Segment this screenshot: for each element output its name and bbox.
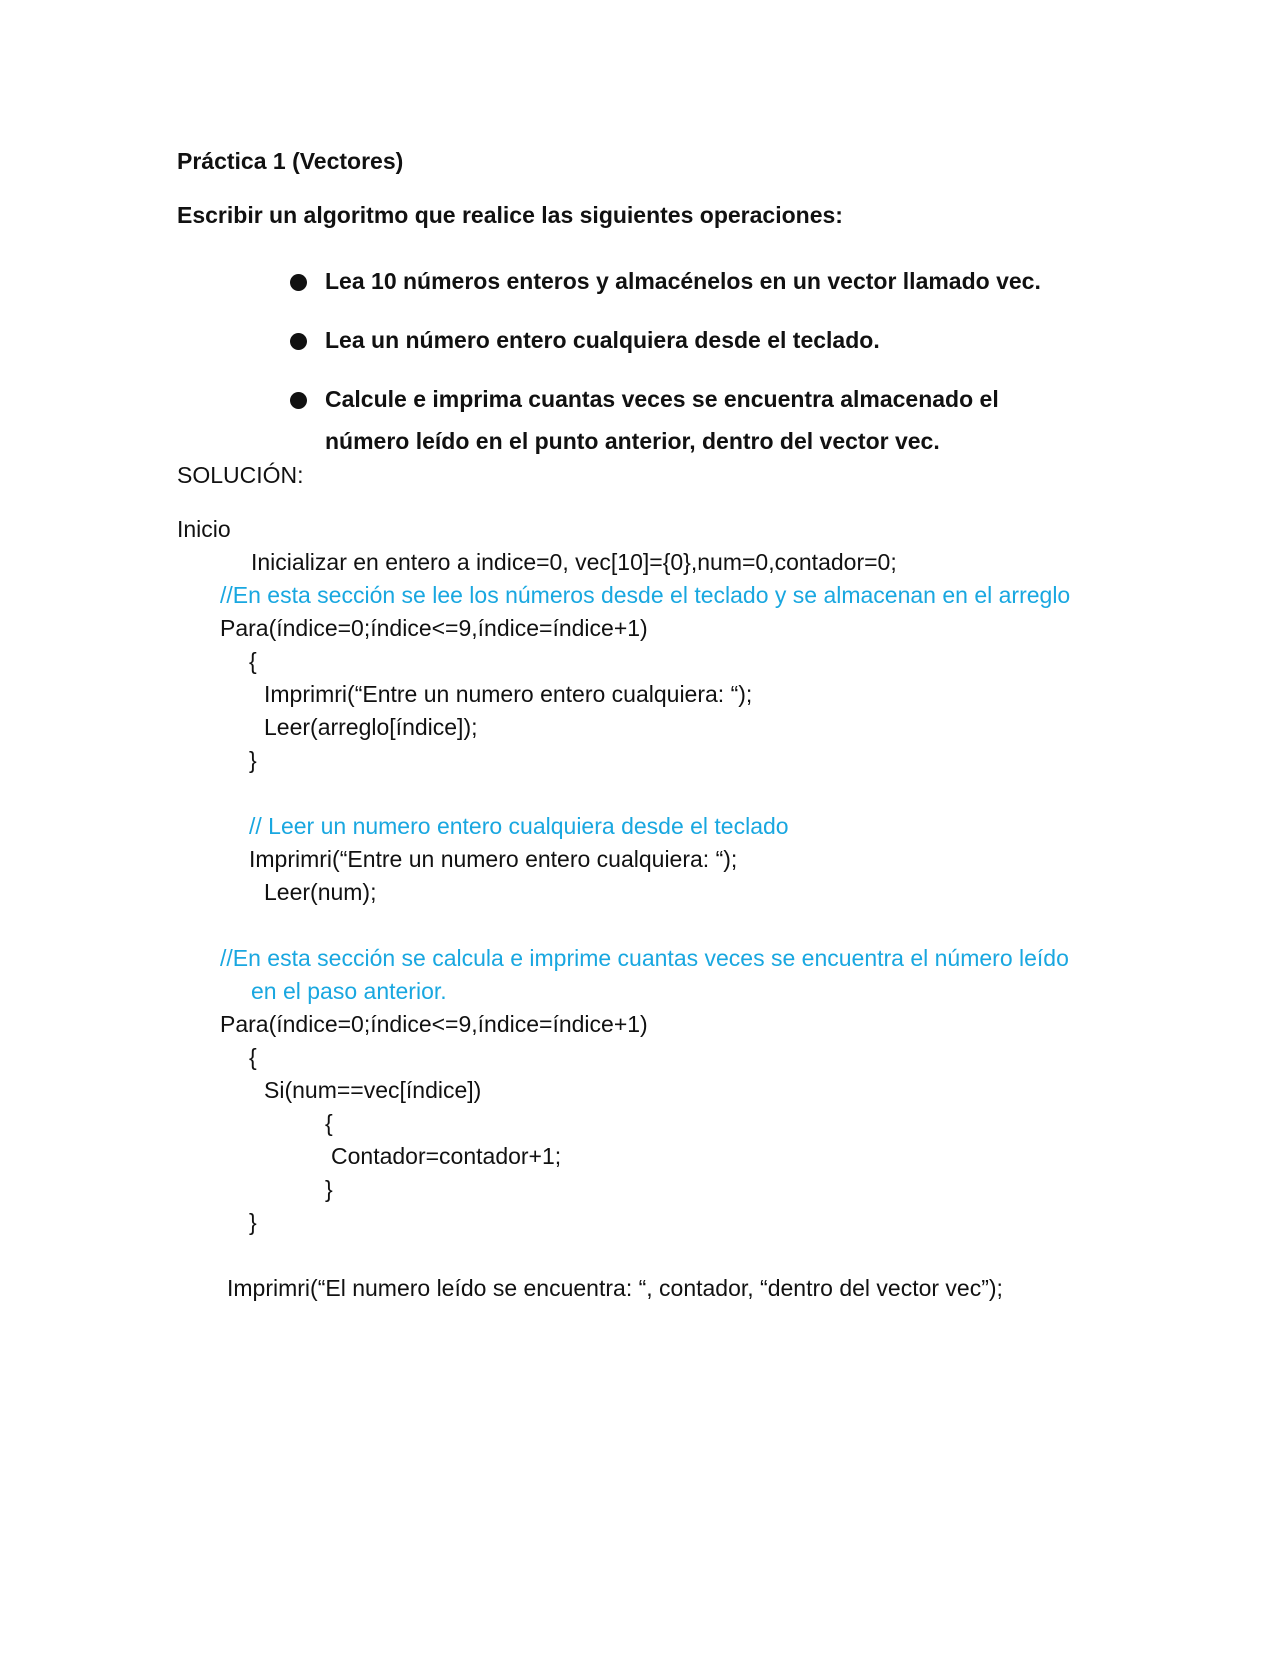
bullet-icon (290, 274, 307, 291)
code-read-2: Leer(num); (264, 879, 377, 905)
bullet-item-3-continued: número leído en el punto anterior, dentro del vector vec. (325, 428, 940, 454)
code-start: Inicio (177, 516, 231, 542)
bullet-item-1: Lea 10 números enteros y almacénelos en un vector llamado vec. (325, 268, 1041, 294)
code-brace-close-1: } (249, 747, 257, 773)
code-brace-close-2: } (249, 1209, 257, 1235)
instruction-text: Escribir un algoritmo que realice las siguientes operaciones: (177, 202, 843, 228)
code-print-2: Imprimri(“Entre un numero entero cualquiera: “); (249, 846, 738, 872)
code-increment: Contador=contador+1; (331, 1143, 562, 1169)
code-init: Inicializar en entero a indice=0, vec[10]={0},num=0,contador=0; (251, 549, 897, 575)
code-comment-count-section: //En esta sección se calcula e imprime cuantas veces se encuentra el número leído (220, 945, 1069, 971)
bullet-item-3: Calcule e imprima cuantas veces se encuentra almacenado el (325, 386, 999, 412)
bullet-item-2: Lea un número entero cualquiera desde el teclado. (325, 327, 880, 353)
page-title: Práctica 1 (Vectores) (177, 148, 404, 174)
code-if-statement: Si(num==vec[índice]) (264, 1077, 482, 1103)
code-print-1: Imprimri(“Entre un numero entero cualquiera: “); (264, 681, 753, 707)
code-for-loop-2: Para(índice=0;índice<=9,índice=índice+1) (220, 1011, 648, 1037)
code-brace-open-1: { (249, 648, 257, 674)
code-print-result: Imprimri(“El numero leído se encuentra: “, contador, “dentro del vector vec”); (227, 1275, 1003, 1301)
solution-label: SOLUCIÓN: (177, 462, 304, 488)
code-brace-open-2: { (249, 1044, 257, 1070)
code-comment-count-section-continued: en el paso anterior. (251, 978, 447, 1004)
code-comment-read-section: //En esta sección se lee los números desde el teclado y se almacenan en el arreglo (220, 582, 1071, 608)
code-brace-close-3: } (325, 1176, 333, 1202)
bullet-icon (290, 392, 307, 409)
code-brace-open-3: { (325, 1110, 333, 1136)
bullet-icon (290, 333, 307, 350)
code-read-1: Leer(arreglo[índice]); (264, 714, 478, 740)
code-for-loop-1: Para(índice=0;índice<=9,índice=índice+1) (220, 615, 648, 641)
code-comment-read-number: // Leer un numero entero cualquiera desde el teclado (249, 813, 789, 839)
